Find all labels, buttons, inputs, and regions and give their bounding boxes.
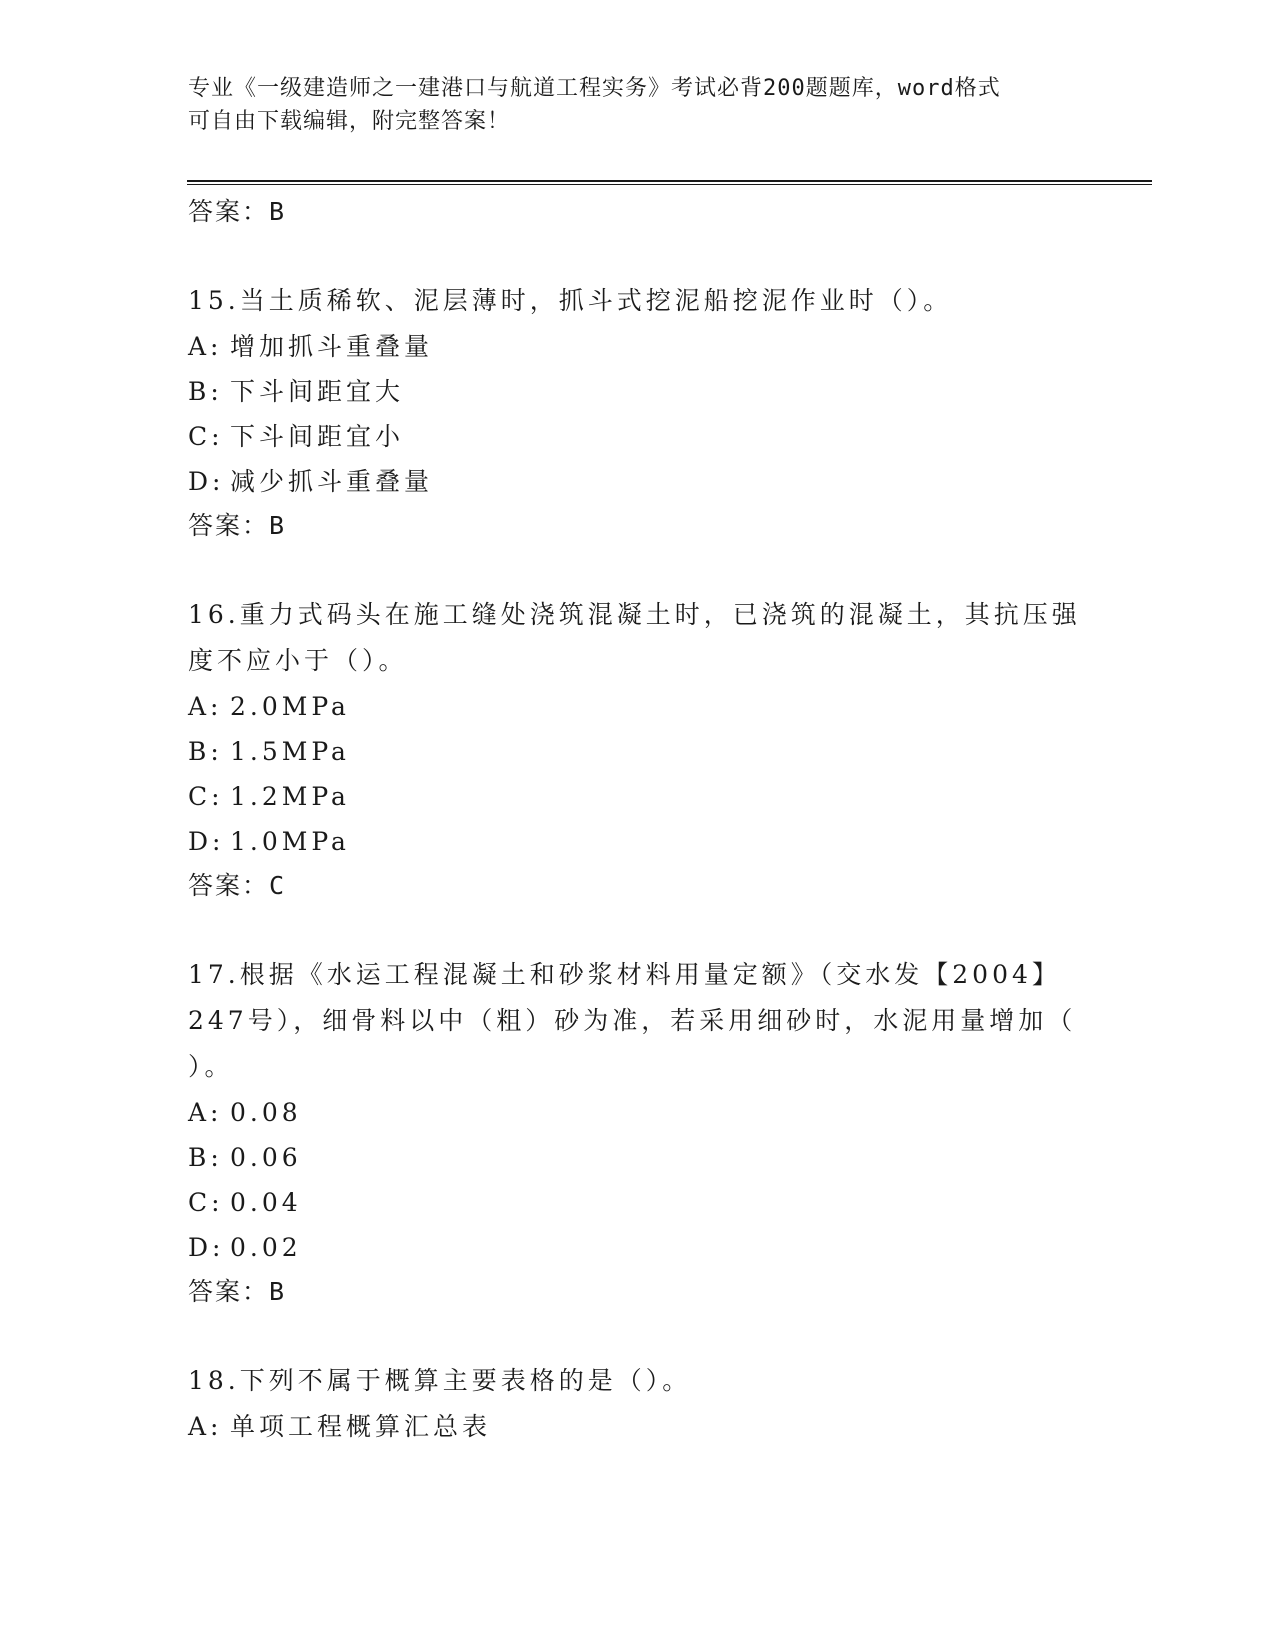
stem-line: 247号），细骨料以中（粗）砂为准，若采用细砂时，水泥用量增加（	[188, 1006, 1077, 1035]
option-a	[188, 1090, 1088, 1135]
question-stem	[188, 592, 1088, 684]
question-stem	[188, 952, 1088, 1090]
option-c	[188, 414, 1088, 459]
option-letter: A:	[188, 692, 223, 721]
answer-line: 答案：B	[188, 197, 287, 226]
option-b	[188, 369, 1088, 414]
option-text: 1.5MPa	[230, 737, 350, 766]
option-letter: C:	[188, 782, 224, 811]
option-text: 下斗间距宜小	[230, 422, 405, 451]
option-text: 增加抓斗重叠量	[230, 332, 434, 361]
stem-line: 16.重力式码头在施工缝处浇筑混凝土时，已浇筑的混凝土，其抗压强	[188, 600, 1081, 629]
option-letter: D:	[188, 1233, 225, 1262]
question-18	[188, 1358, 1088, 1449]
stem-line: 17.根据《水运工程混凝土和砂浆材料用量定额》（交水发【2004】	[188, 960, 1061, 989]
option-text: 1.2MPa	[230, 782, 350, 811]
answer-line: 答案：B	[188, 1277, 287, 1306]
question-16	[188, 592, 1088, 908]
option-d	[188, 459, 1088, 504]
option-text: 下斗间距宜大	[230, 377, 405, 406]
question-15	[188, 278, 1088, 548]
option-letter: D:	[188, 827, 225, 856]
option-letter: A:	[188, 1098, 223, 1127]
option-text: 0.08	[230, 1098, 302, 1127]
option-text: 0.06	[230, 1143, 302, 1172]
option-letter: D:	[188, 467, 225, 496]
stem-line: 度不应小于（）。	[188, 646, 408, 675]
option-c	[188, 774, 1088, 819]
option-d	[188, 1225, 1088, 1270]
option-letter: B:	[188, 377, 223, 406]
option-c	[188, 1180, 1088, 1225]
header-line-2: 可自由下载编辑，附完整答案！	[188, 109, 511, 134]
question-17	[188, 952, 1088, 1314]
option-text: 0.04	[230, 1188, 302, 1217]
option-letter: B:	[188, 1143, 223, 1172]
option-text: 1.0MPa	[230, 827, 350, 856]
option-b	[188, 729, 1088, 774]
option-a	[188, 1404, 1088, 1449]
stem-line: ）。	[188, 1052, 234, 1081]
stem-line: 18.下列不属于概算主要表格的是（）。	[188, 1366, 692, 1395]
question-stem	[188, 278, 1088, 324]
answer-line: 答案：B	[188, 511, 287, 540]
question-stem	[188, 1358, 1088, 1404]
option-a	[188, 684, 1088, 729]
option-letter: B:	[188, 737, 223, 766]
answer-line: 答案：C	[188, 871, 287, 900]
option-letter: A:	[188, 1412, 223, 1441]
option-text: 0.02	[230, 1233, 302, 1262]
stem-line: 15.当土质稀软、泥层薄时，抓斗式挖泥船挖泥作业时（）。	[188, 286, 953, 315]
option-letter: C:	[188, 1188, 224, 1217]
option-letter: A:	[188, 332, 223, 361]
option-text: 减少抓斗重叠量	[230, 467, 434, 496]
option-text: 单项工程概算汇总表	[230, 1412, 492, 1441]
option-b	[188, 1135, 1088, 1180]
option-letter: C:	[188, 422, 224, 451]
option-a	[188, 324, 1088, 369]
header-divider	[187, 180, 1152, 185]
option-text: 2.0MPa	[230, 692, 350, 721]
header-line-1: 专业《一级建造师之一建港口与航道工程实务》考试必背200题题库，word格式	[188, 76, 1001, 101]
question-list	[188, 190, 1088, 1449]
option-d	[188, 819, 1088, 864]
document-header	[188, 72, 1088, 138]
